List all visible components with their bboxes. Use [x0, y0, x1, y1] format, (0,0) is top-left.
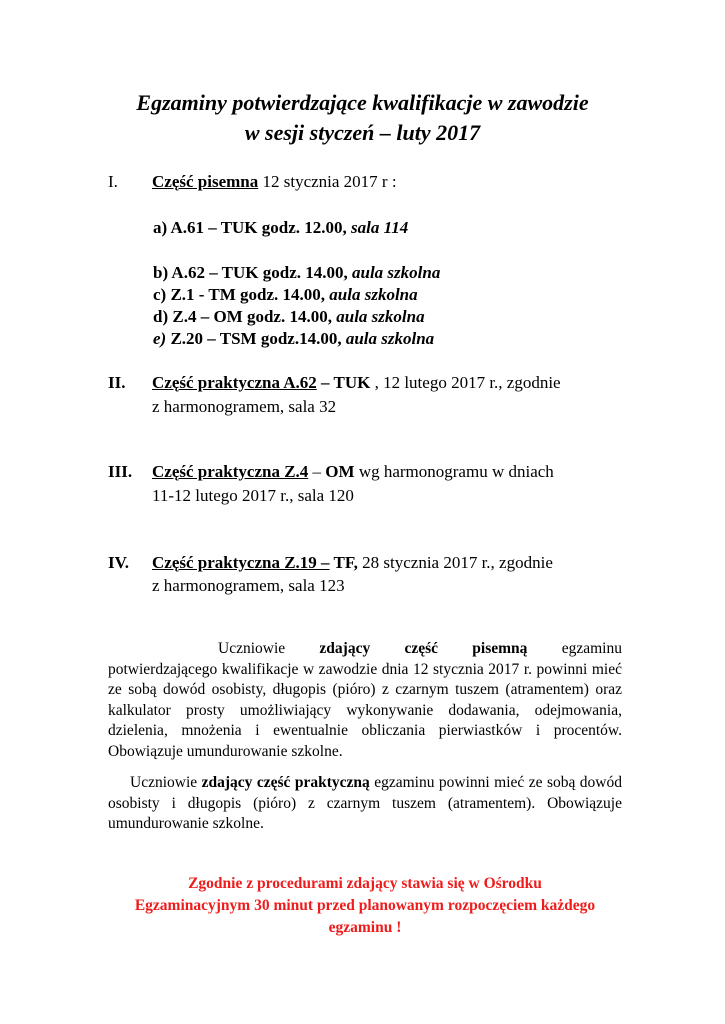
exam-item-e-letter: e)	[153, 329, 167, 348]
exam-item-c-text: c) Z.1 - TM godz. 14.00,	[153, 285, 330, 304]
practical-exam-instructions	[108, 773, 622, 835]
written-exam-first-line	[108, 639, 622, 660]
title-line-2: w sesji styczeń – luty 2017	[244, 120, 481, 145]
section-1-numeral: I.	[108, 172, 118, 191]
section-2-line-1	[152, 373, 561, 393]
section-1-date: 12 stycznia 2017 r :	[258, 172, 397, 191]
exam-item-a	[153, 218, 408, 238]
section-3-dash: –	[308, 462, 326, 481]
exam-item-c	[153, 285, 418, 305]
document-title	[0, 88, 725, 148]
p2-bold: zdający część praktyczną	[201, 774, 370, 791]
notice-line-2: Egzaminacyjnym 30 minut przed planowanym rozpoczęciem każdego	[134, 897, 596, 914]
section-4-line-1	[152, 553, 553, 573]
section-3-code: OM	[325, 462, 355, 481]
section-1-heading-line	[152, 172, 397, 192]
exam-item-d-text: d) Z.4 – OM godz. 14.00,	[153, 307, 337, 326]
exam-item-b-text: b) A.62 – TUK godz. 14.00,	[153, 263, 352, 282]
section-3-line-2: 11-12 lutego 2017 r., sala 120	[152, 486, 354, 505]
exam-item-d	[153, 307, 425, 327]
section-2-rest: , 12 lutego 2017 r., zgodnie	[370, 373, 561, 392]
section-3-heading: Część praktyczna Z.4	[152, 462, 309, 481]
p1-word-pisemna: pisemną	[472, 640, 528, 657]
section-2-numeral: II.	[108, 373, 126, 392]
exam-item-e-room: aula szkolna	[345, 329, 435, 348]
notice-line-1: Zgodnie z procedurami zdający stawia się w Ośrodku	[188, 875, 542, 892]
written-exam-instructions	[108, 639, 622, 762]
section-2-heading: Część praktyczna A.62	[152, 373, 317, 392]
section-3-numeral: III.	[108, 462, 133, 481]
exam-item-c-room: aula szkolna	[329, 285, 418, 304]
section-4-line-2: z harmonogramem, sala 123	[152, 576, 345, 595]
exam-item-d-room: aula szkolna	[336, 307, 425, 326]
written-exam-body: potwierdzającego kwalifikacje w zawodzie dnia 12 stycznia 2017 r. powinni mieć ze sobą dowód osobisty, długopis (pióro) z czarnym tuszem (atramentem) oraz kalkulator prosty umożliwiający wykonywanie dodawania, odejmowania, dzielenia, mnożenia i ewentualnie obliczania pierwiastków i procentów. Obowiązuje umundurowanie szkolne.	[108, 660, 622, 760]
section-4-code: TF,	[329, 553, 358, 572]
arrival-notice	[108, 873, 622, 939]
section-2-line-2: z harmonogramem, sala 32	[152, 397, 337, 416]
section-4-rest: 28 stycznia 2017 r., zgodnie	[357, 553, 553, 572]
notice-line-3: egzaminu !	[328, 919, 402, 936]
exam-item-e	[153, 329, 434, 349]
p1-word-uczniowie: Uczniowie	[218, 640, 286, 657]
p1-word-zdajacy: zdający	[319, 640, 371, 657]
exam-item-a-text: a) A.61 – TUK godz. 12.00,	[153, 218, 352, 237]
p1-word-czesc: część	[404, 640, 439, 657]
section-4-heading: Część praktyczna Z.19 –	[152, 553, 330, 572]
p2-rest: egzaminu powinni mieć ze sobą dowód osobisty i długopis (pióro) z czarnym tuszem (atramentem). Obowiązuje umundurowanie szkolne.	[108, 774, 622, 832]
p1-word-egzaminu: egzaminu	[561, 640, 622, 657]
p2-start: Uczniowie	[130, 774, 202, 791]
section-1-heading: Część pisemna	[152, 172, 259, 191]
exam-item-b-room: aula szkolna	[352, 263, 441, 282]
section-3-rest: wg harmonogramu w dniach	[354, 462, 554, 481]
section-4-numeral: IV.	[108, 553, 129, 572]
exam-item-e-text: Z.20 – TSM godz.14.00,	[166, 329, 346, 348]
exam-item-b	[153, 263, 440, 283]
section-3-line-1	[152, 462, 554, 482]
exam-item-a-room: sala 114	[351, 218, 409, 237]
title-line-1: Egzaminy potwierdzające kwalifikacje w zawodzie	[136, 90, 589, 115]
section-2-code: – TUK	[316, 373, 371, 392]
